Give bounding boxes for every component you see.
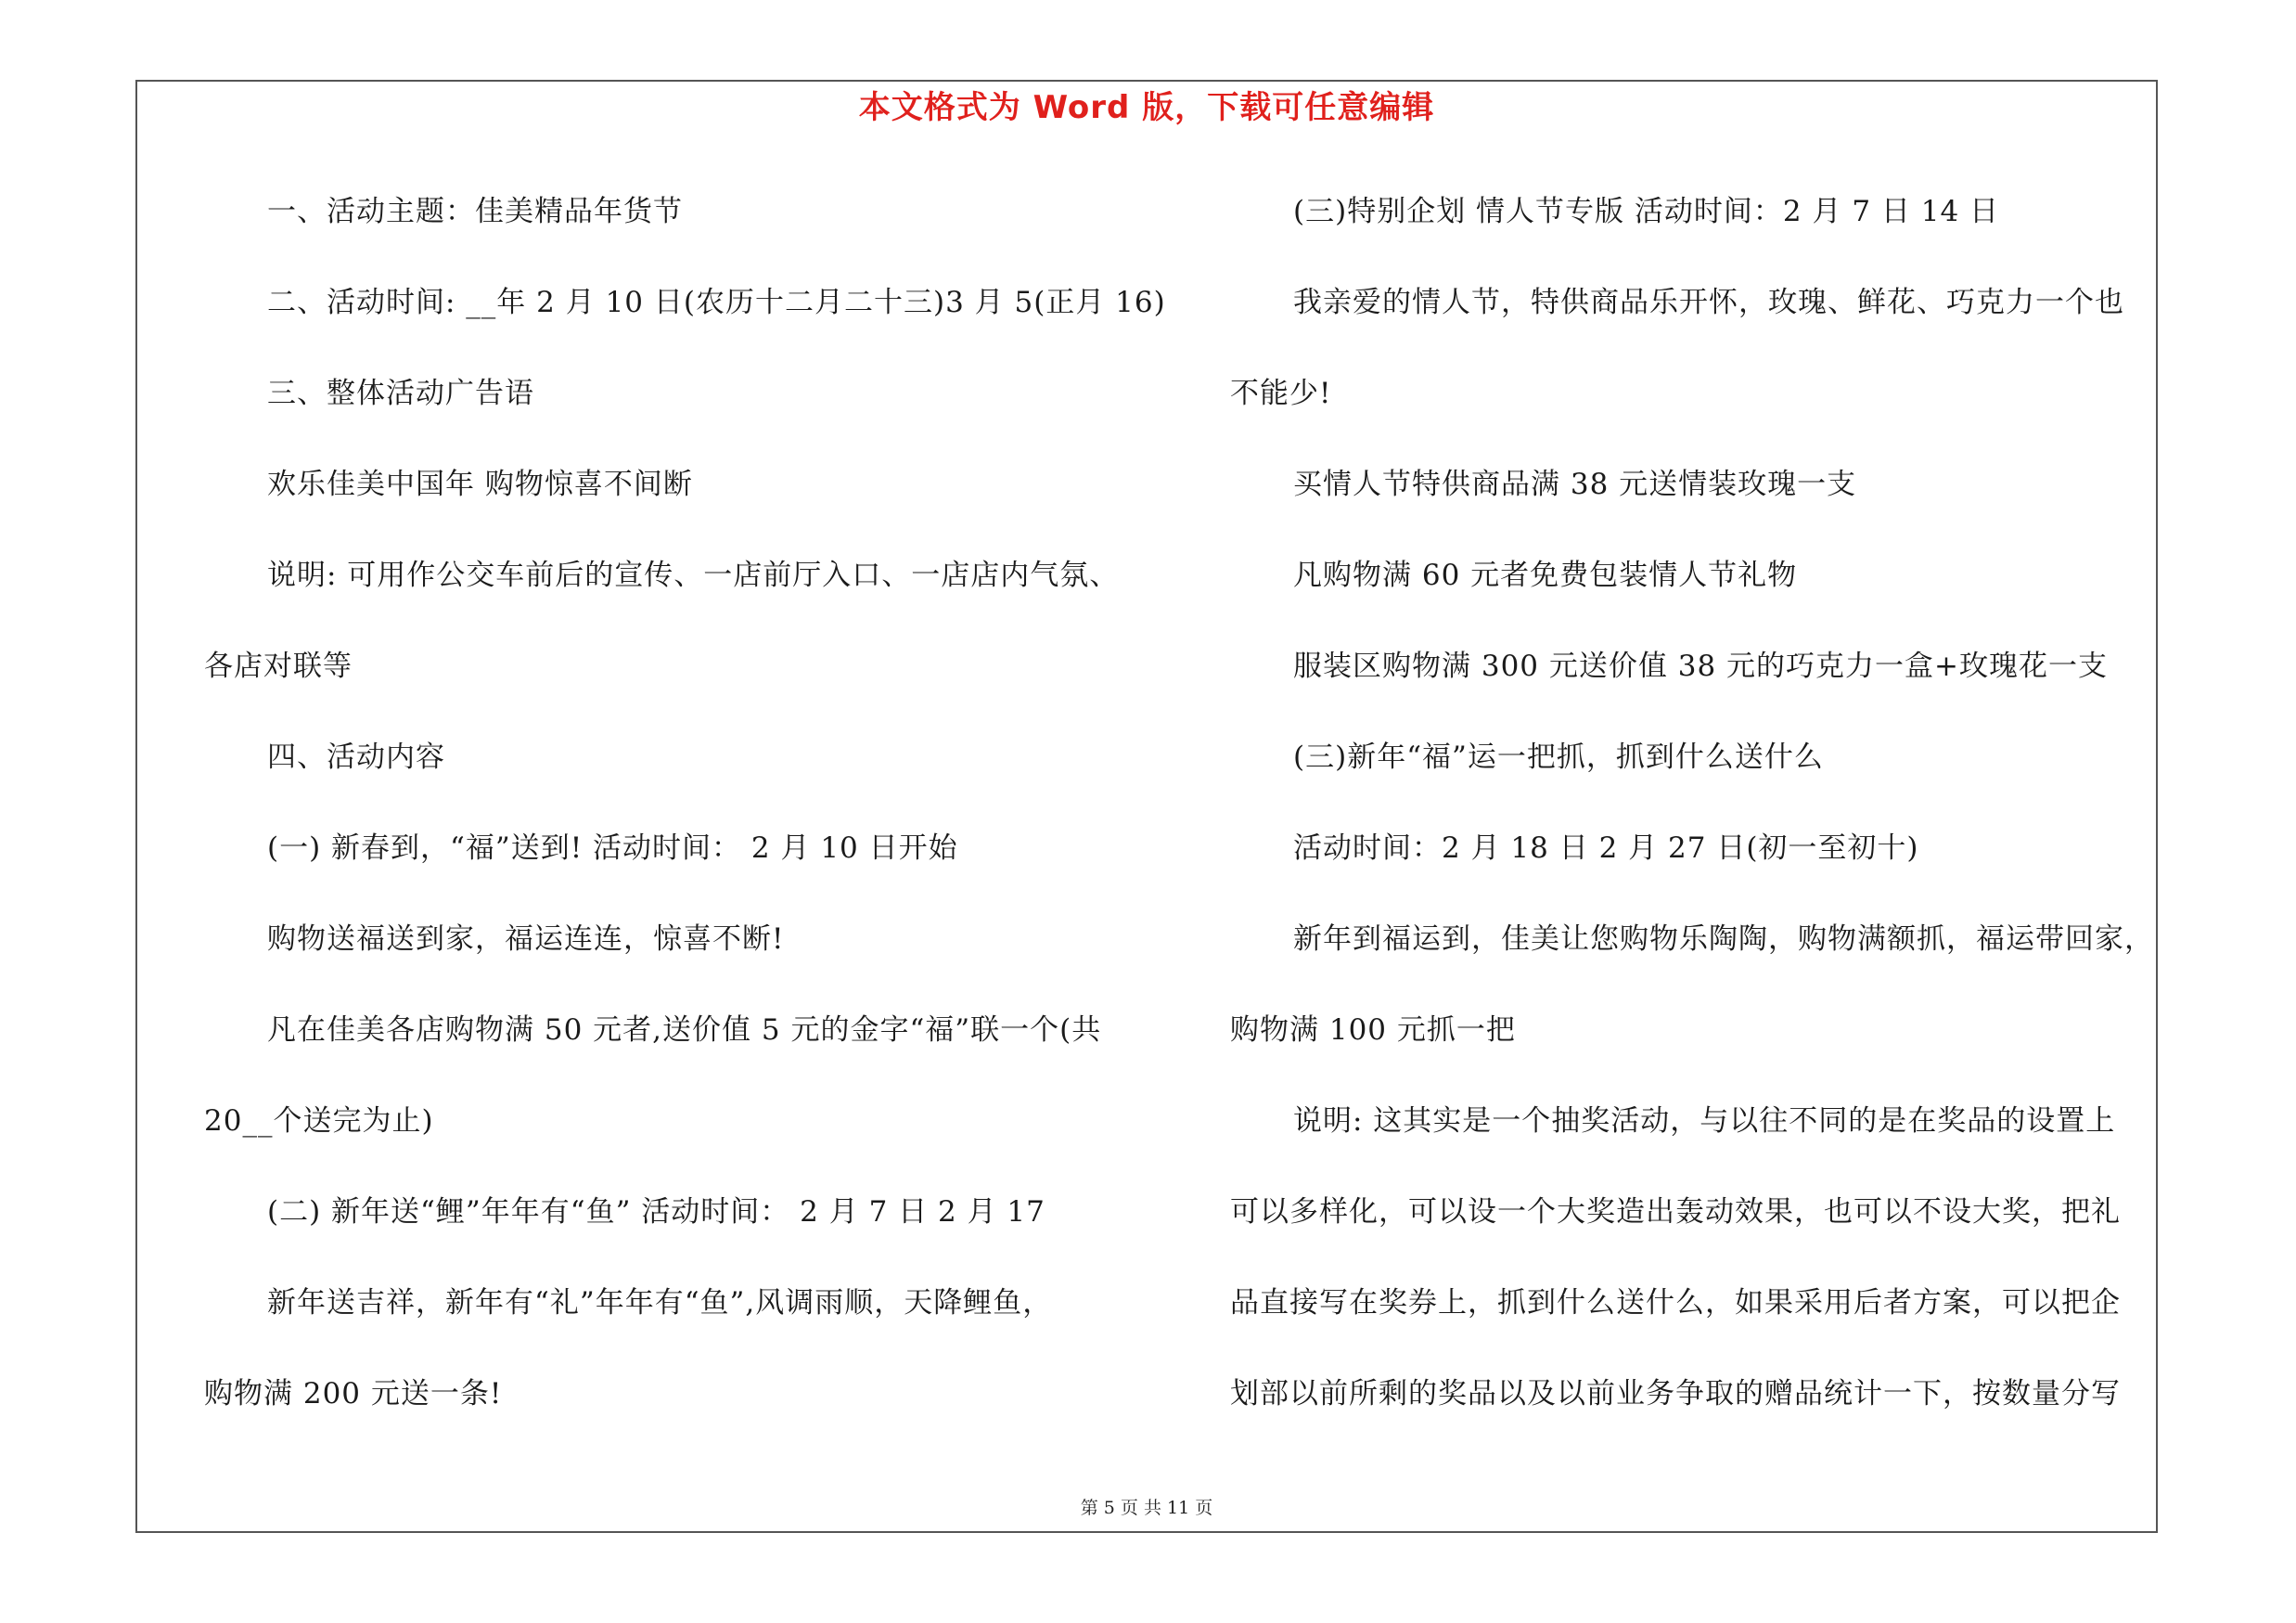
format-banner: 本文格式为 Word 版，下载可任意编辑 (858, 89, 1435, 126)
paragraph-line: 购物满 100 元抓一把 (1230, 1013, 1516, 1047)
paragraph-line: (一) 新春到，“福”送到! 活动时间： 2 月 10 日开始 (267, 831, 958, 865)
paragraph-line: 三、整体活动广告语 (267, 377, 534, 410)
paragraph-line: 划部以前所剩的奖品以及以前业务争取的赠品统计一下，按数量分写 (1230, 1377, 2121, 1410)
paragraph-line: 新年送吉祥，新年有“礼”年年有“鱼”,风调雨顺，天降鲤鱼， (267, 1286, 1053, 1320)
paragraph-line: 说明: 这其实是一个抽奖活动，与以往不同的是在奖品的设置上 (1293, 1104, 2116, 1138)
paragraph-line: 凡在佳美各店购物满 50 元者,送价值 5 元的金字“福”联一个(共 (267, 1013, 1102, 1047)
page-number: 第 5 页 共 11 页 (1080, 1498, 1213, 1518)
paragraph-line: 购物送福送到家，福运连连，惊喜不断! (267, 922, 785, 956)
paragraph-line: 买情人节特供商品满 38 元送情装玫瑰一支 (1293, 468, 1857, 501)
paragraph-line: (三)特别企划 情人节专版 活动时间：2 月 7 日 14 日 (1293, 195, 2000, 228)
paragraph-line: 活动时间：2 月 18 日 2 月 27 日(初一至初十) (1293, 831, 1919, 865)
paragraph-line: 凡购物满 60 元者免费包装情人节礼物 (1293, 559, 1798, 592)
paragraph-line: 四、活动内容 (267, 741, 445, 774)
paragraph-line: 可以多样化，可以设一个大奖造出轰动效果，也可以不设大奖，把礼 (1230, 1195, 2121, 1229)
paragraph-line: 购物满 200 元送一条! (204, 1377, 503, 1410)
paragraph-line: 说明: 可用作公交车前后的宣传、一店前厅入口、一店店内气氛、 (267, 559, 1120, 592)
paragraph-line: 新年到福运到，佳美让您购物乐陶陶，购物满额抓，福运带回家， (1293, 922, 2154, 956)
paragraph-line: 品直接写在奖券上，抓到什么送什么，如果采用后者方案，可以把企 (1230, 1286, 2121, 1320)
paragraph-line: 20__个送完为止) (204, 1104, 434, 1138)
paragraph-line: 服装区购物满 300 元送价值 38 元的巧克力一盒+玫瑰花一支 (1293, 650, 2109, 683)
paragraph-line: 欢乐佳美中国年 购物惊喜不间断 (267, 468, 693, 501)
paragraph-line: (三)新年“福”运一把抓，抓到什么送什么 (1293, 741, 1824, 774)
paragraph-line: (二) 新年送“鲤”年年有“鱼” 活动时间： 2 月 7 日 2 月 17 (267, 1195, 1045, 1229)
paragraph-line: 不能少! (1230, 377, 1332, 410)
paragraph-line: 一、活动主题：佳美精品年货节 (267, 195, 683, 228)
paragraph-line: 各店对联等 (204, 650, 353, 683)
paragraph-line: 二、活动时间: __年 2 月 10 日(农历十二月二十三)3 月 5(正月 16) (267, 286, 1166, 319)
paragraph-line: 我亲爱的情人节，特供商品乐开怀，玫瑰、鲜花、巧克力一个也 (1293, 286, 2124, 319)
